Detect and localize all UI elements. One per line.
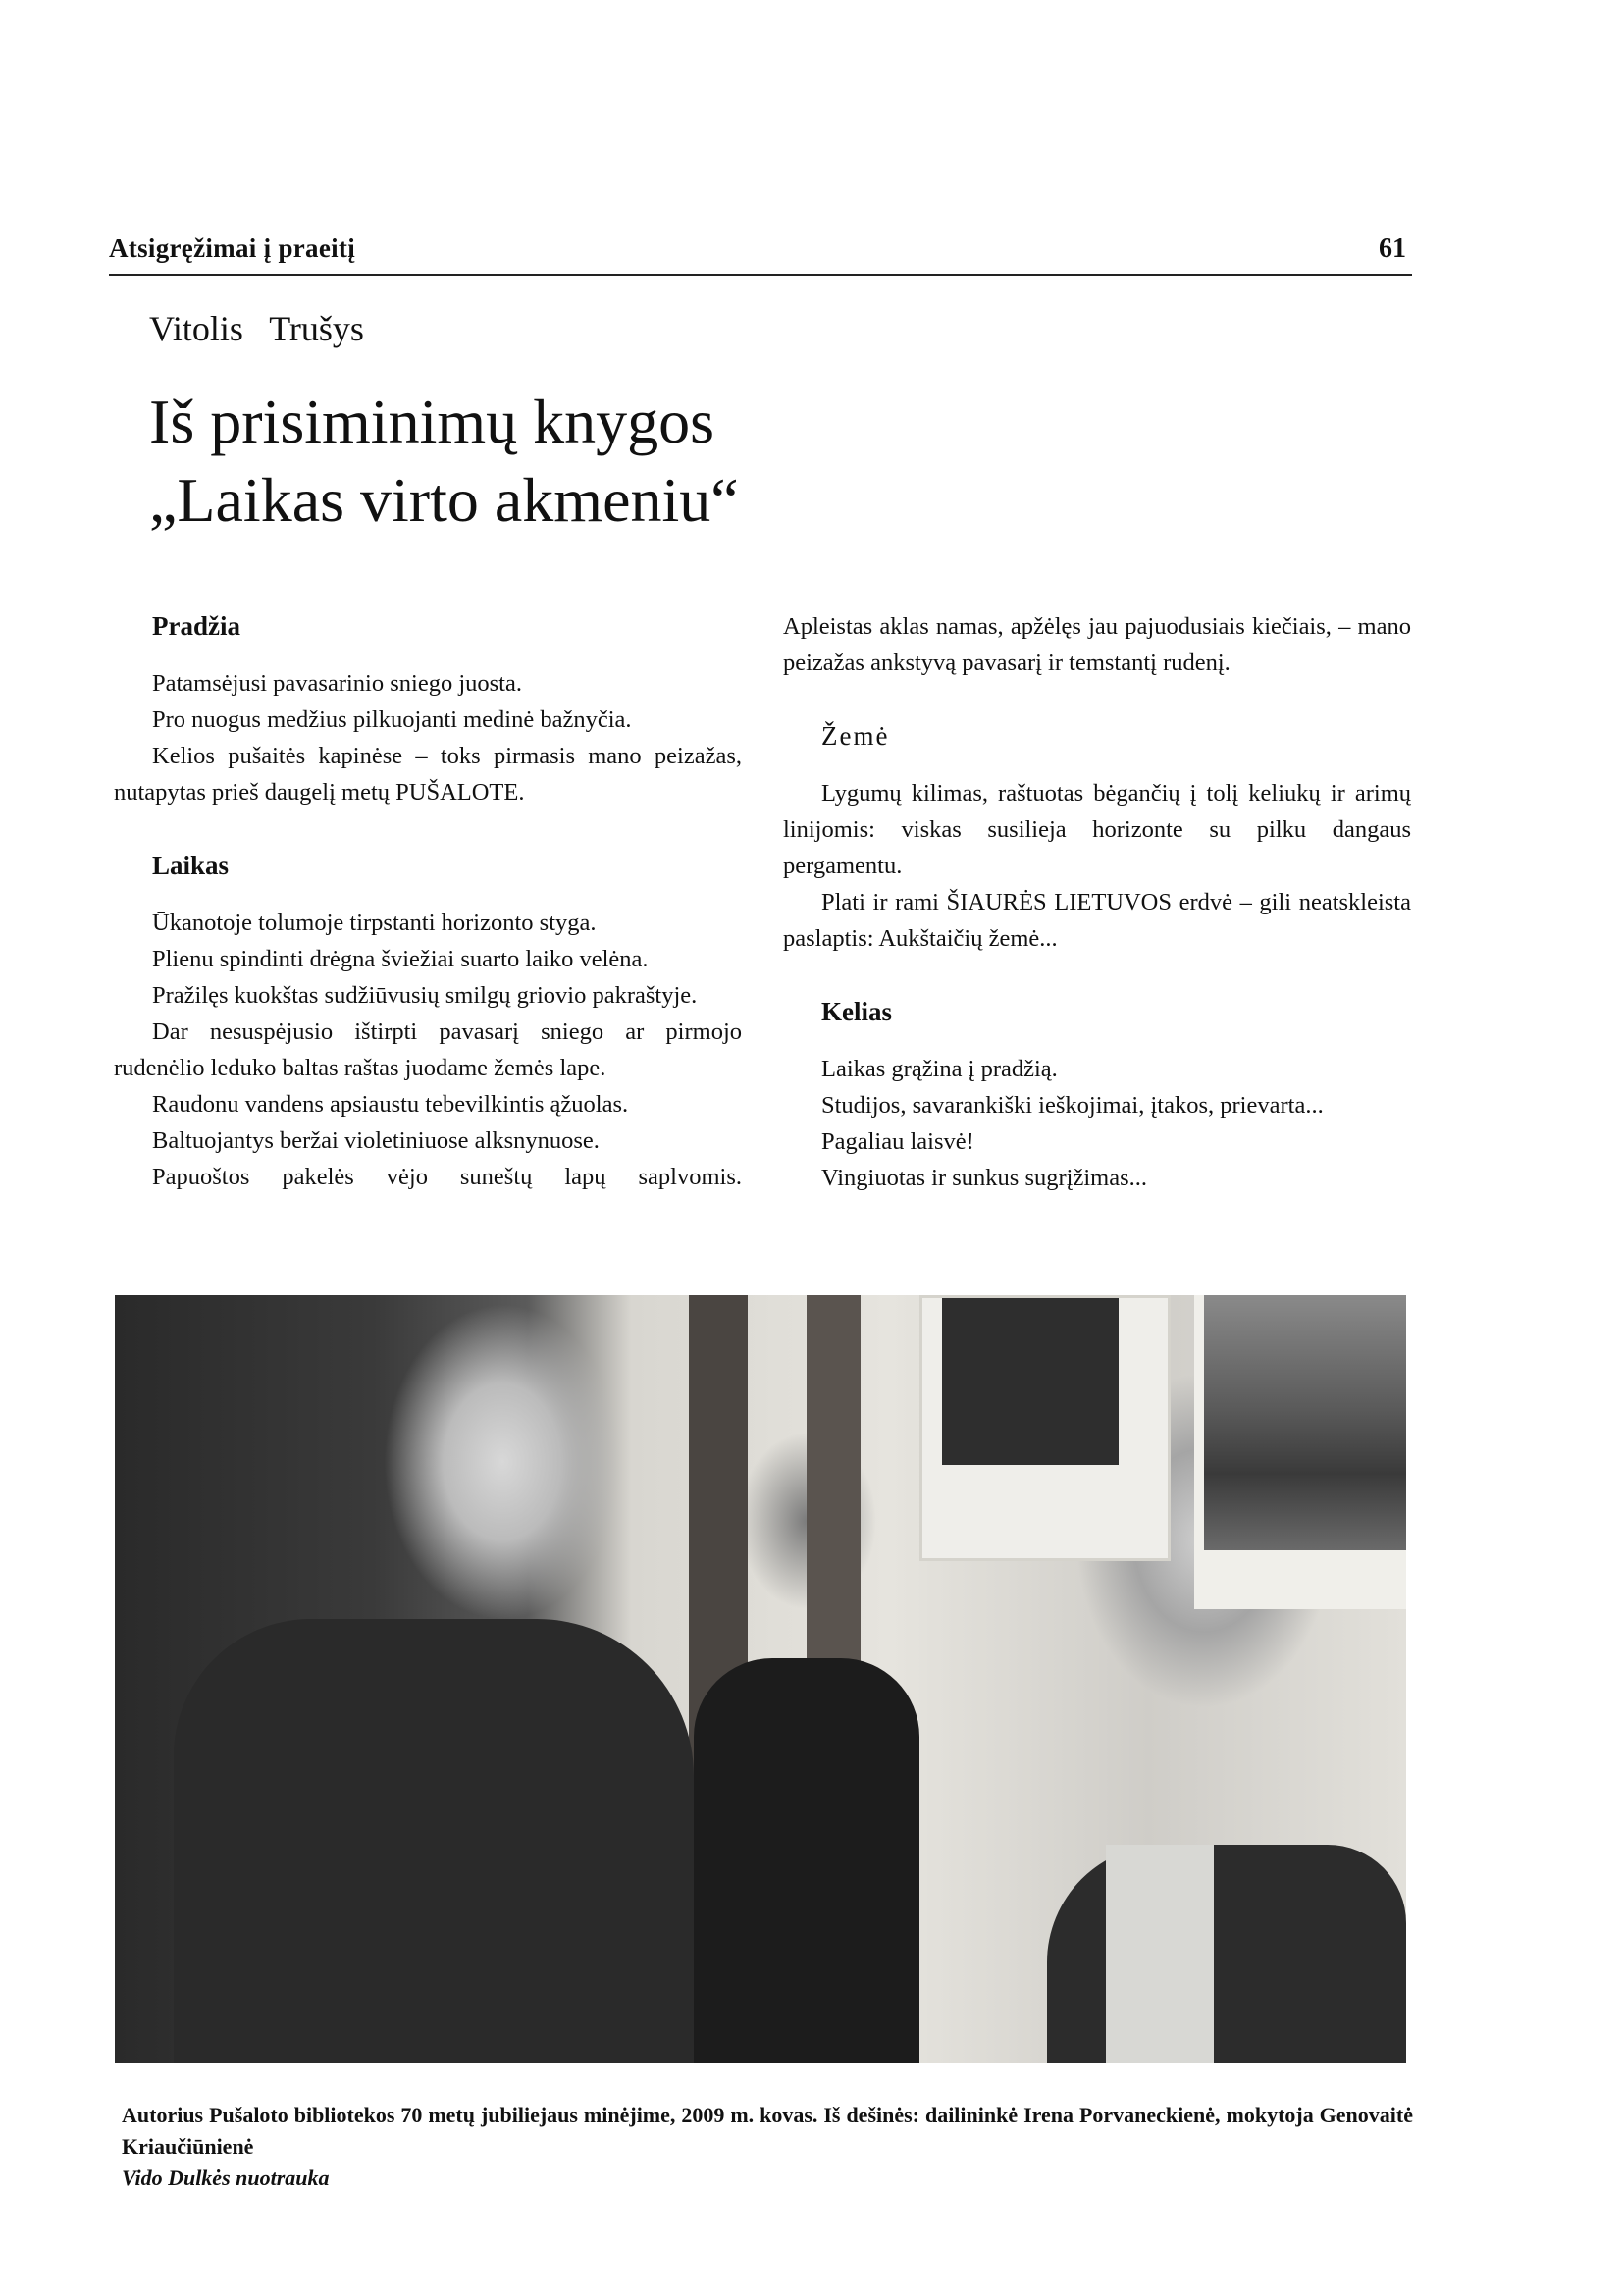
paragraph: Laikas grąžina į pradžią. (821, 1056, 1058, 1082)
paragraph: Patamsėjusi pavasarinio sniego juosta. (152, 670, 522, 697)
shirt (1106, 1845, 1214, 2063)
running-head (109, 234, 1410, 273)
article-title (149, 383, 739, 540)
header-rule (109, 274, 1412, 276)
person-background-woman (694, 1658, 919, 2063)
paragraph: Dar nesuspėjusio ištirpti pavasarį sniego ar pirmojo rudenėlio leduko baltas raštas juodame žemės lape. (114, 1018, 742, 1081)
paragraph: Kelios pušaitės kapinėse – toks pirmasis mano peizažas, nutapytas prieš daugelį metų PUŠALOTE. (114, 743, 742, 806)
wall-painting (919, 1295, 1171, 1561)
left-column (114, 608, 742, 1195)
wall-painting (1194, 1295, 1406, 1609)
paragraph: Studijos, savarankiški ieškojimai, įtakos, prievarta... (821, 1092, 1324, 1119)
person-bearded-man (174, 1619, 694, 2063)
paragraph: Pražilęs kuokštas sudžiūvusių smilgų griovio pakraštyje. (152, 982, 698, 1009)
section-heading-zeme: Žemė (821, 721, 890, 751)
photo-caption (122, 2100, 1413, 2194)
title-line-2: „Laikas virto akmeniu“ (149, 465, 739, 535)
paragraph: Plienu spindinti drėgna šviežiai suarto laiko velėna. (152, 946, 649, 972)
section-title: Atsigręžimai į praeitį (109, 234, 356, 263)
right-column (783, 608, 1411, 1196)
section-heading-kelias: Kelias (821, 997, 892, 1026)
section-heading-pradzia: Pradžia (152, 611, 240, 641)
paragraph: Baltuojantys beržai violetiniuose alksnynuose. (152, 1127, 600, 1154)
article-author: Vitolis Trušys (149, 309, 364, 348)
paragraph: Apleistas aklas namas, apžėlęs jau pajuodusiais kiečiais, – mano peizažas ankstyvą pavasarį ir temstantį rudenį. (783, 613, 1411, 676)
person-elderly-woman (1047, 1845, 1406, 2063)
section-heading-laikas: Laikas (152, 851, 230, 880)
paragraph: Papuoštos pakelės vėjo suneštų lapų saplvomis. (152, 1164, 742, 1190)
paragraph: Ūkanotoje tolumoje tirpstanti horizonto styga. (152, 910, 597, 936)
photo-credit: Vido Dulkės nuotrauka (122, 2165, 330, 2190)
paragraph: Vingiuotas ir sunkus sugrįžimas... (821, 1165, 1147, 1191)
caption-text: Autorius Pušaloto bibliotekos 70 metų jubiliejaus minėjime, 2009 m. kovas. Iš dešinės: dailininkė Irena Porvaneckienė, mokytoja Genovaitė Kriaučiūnienė (122, 2103, 1413, 2159)
paragraph: Pagaliau laisvė! (821, 1128, 974, 1155)
paragraph: Pro nuogus medžius pilkuojanti medinė bažnyčia. (152, 706, 632, 733)
paragraph: Raudonu vandens apsiaustu tebevilkintis ąžuolas. (152, 1091, 629, 1118)
title-line-1: Iš prisiminimų knygos (149, 387, 715, 456)
page-number: 61 (1379, 234, 1406, 264)
paragraph: Plati ir rami ŠIAURĖS LIETUVOS erdvė – gili neatskleista paslaptis: Aukštaičių žemė... (783, 889, 1411, 952)
paragraph: Lygumų kilimas, raštuotas bėgančių į tolį keliukų ir arimų linijomis: viskas susilieja horizonte su pilku dangaus pergamentu. (783, 780, 1411, 879)
event-photo (115, 1295, 1406, 2063)
